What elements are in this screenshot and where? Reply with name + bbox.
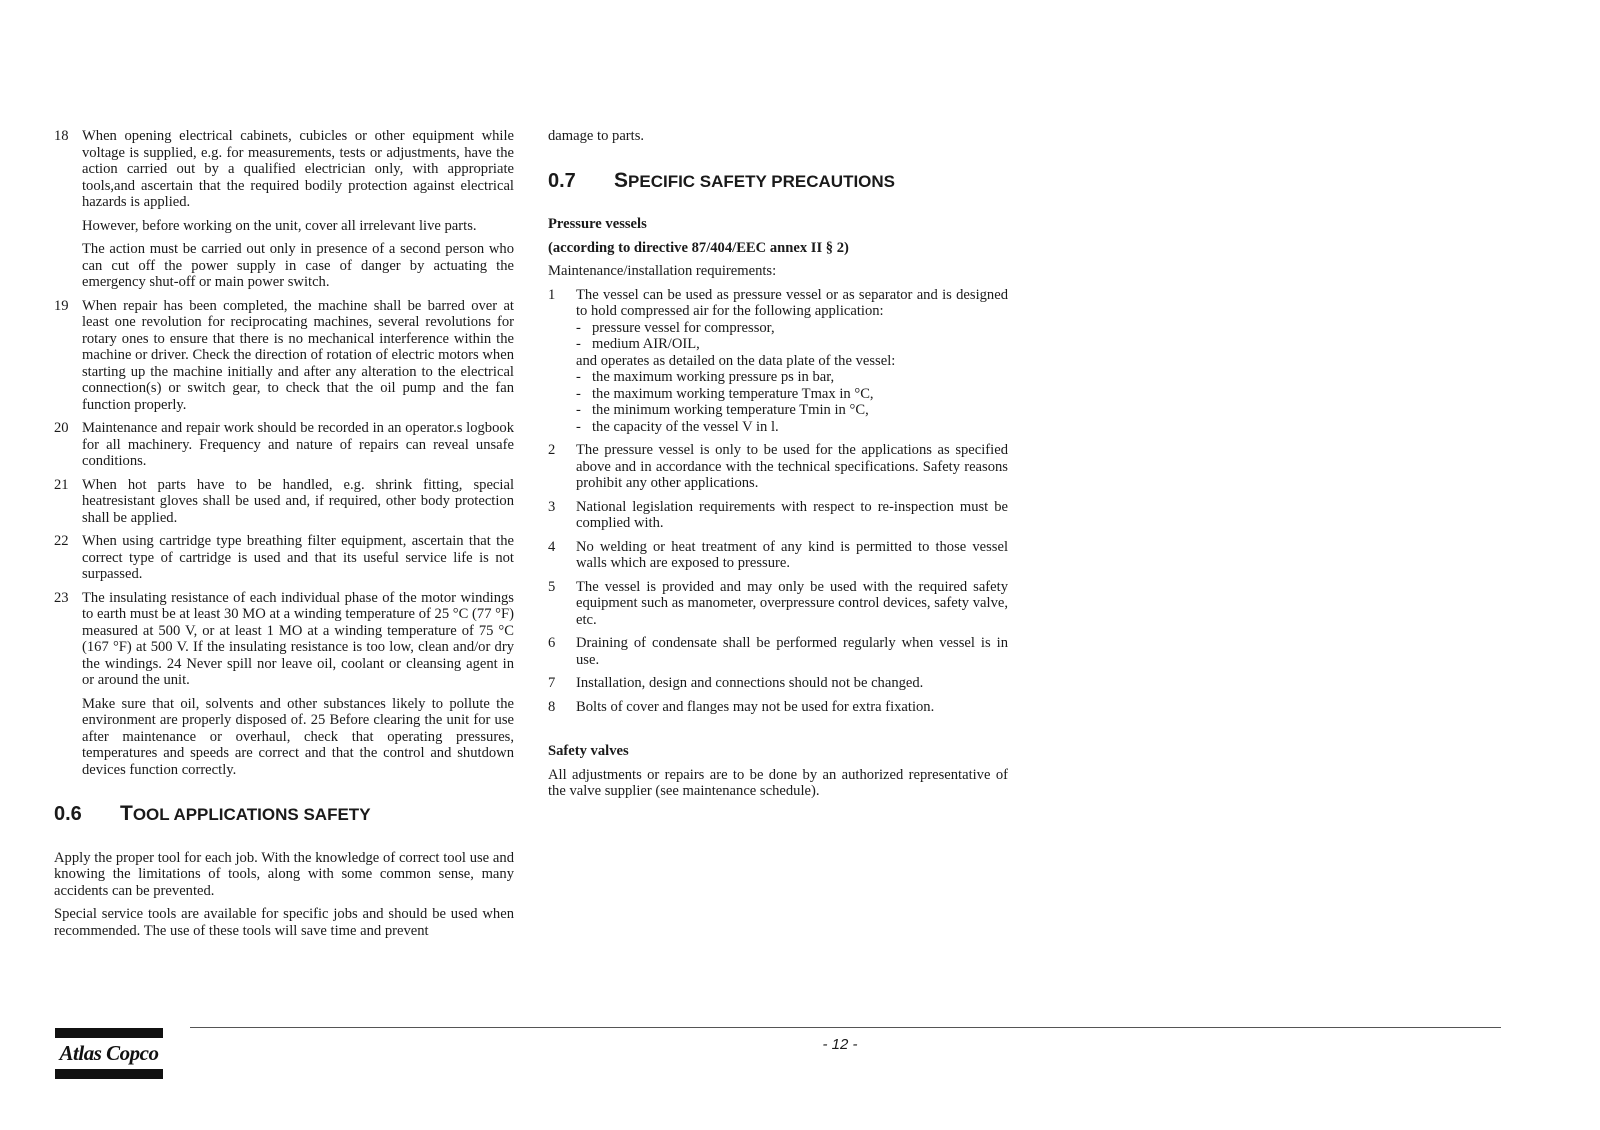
list-item-text: the capacity of the vessel V in l. [592,418,779,435]
item-text: and operates as detailed on the data plate of the vessel: [576,352,896,369]
paragraph: All adjustments or repairs are to be done by an authorized representative of the valve supplier (see maintenance schedule). [548,766,1008,799]
continuation-text: damage to parts. [548,128,645,144]
list-item-8 [548,699,1008,716]
item-text: When repair has been completed, the machine shall be barred over at least one revolution for reciprocating machines, several revolutions for rotary ones to ensure that there is no mechanical interference within the machine or driver. Check the direction of rotation of electric motors when starting up the machine initially and after any alteration to the electrical connection(s) or switch gear, to check that the oil pump and the fan function properly. [82,297,514,413]
item-text: Installation, design and connections should not be changed. [576,675,924,691]
item-number: 8 [548,698,556,715]
list-item-3 [548,499,1008,532]
list-item-text: pressure vessel for compressor, [592,319,775,336]
section-heading-0-7 [548,168,1008,192]
item-number: 23 [54,589,69,606]
item-text: When hot parts have to be handled, e.g. shrink fitting, special heatresistant gloves shall be used and, if required, other body protection shall be applied. [82,476,514,526]
section-heading-0-6 [54,802,514,825]
item-number: 6 [548,635,556,651]
item-number: 5 [548,578,556,595]
list-item-7 [548,675,1008,692]
footer-divider [190,1027,1501,1028]
item-text: When using cartridge type breathing filter equipment, ascertain that the correct type of cartridge is used and that its useful service life is not surpassed. [82,533,514,582]
item-number: 7 [548,675,556,691]
requirements-label: Maintenance/installation requirements: [548,263,777,279]
item-number: 19 [54,297,69,314]
list-item: - the minimum working temperature Tmin in °C, [576,402,869,418]
subheading-safety-valves: Safety valves [548,743,629,759]
logo-bar-bottom [55,1069,163,1079]
item-text: Bolts of cover and flanges may not be used for extra fixation. [576,698,935,715]
item-number: 4 [548,538,556,555]
list-item-20 [54,420,514,470]
paragraph: Special service tools are available for specific jobs and should be used when recommended. The use of these tools will save time and prevent [54,906,514,939]
list-item-text: medium AIR/OIL, [592,336,700,352]
page-number: - 12 - [822,1036,858,1053]
list-item: - the maximum working pressure ps in bar, [576,369,835,385]
item-text: Make sure that oil, solvents and other substances likely to pollute the environment are properly disposed of. 25 Before clearing the unit for use after maintenance or overhaul, check that operating pressures, temperatures and speeds are correct and that the control and shutdown devices function correctly. [82,695,514,778]
item-number: 2 [548,442,556,458]
section-number: 0.7 [548,169,576,192]
item-text: National legislation requirements with respect to re-inspection must be complied with. [576,498,1008,531]
list-item-4 [548,539,1008,572]
logo-text: Atlas Copco [59,1041,159,1065]
item-number: 18 [54,128,69,144]
subheading-pressure-vessels: Pressure vessels [548,216,647,232]
paragraph: Apply the proper tool for each job. With the knowledge of correct tool use and knowing the limitations of tools, along with some common sense, many accidents can be prevented. [54,849,514,899]
left-column [54,128,514,946]
item-text: The vessel can be used as pressure vessel or as separator and is designed to hold compressed air for the following application: [576,286,1008,319]
item-number: 21 [54,476,69,493]
list-item-19 [54,298,514,414]
item-text: Maintenance and repair work should be recorded in an operator.s logbook for all machinery. Frequency and nature of repairs can reveal unsafe conditions. [82,420,514,469]
application-list [576,320,1008,353]
list-item: - medium AIR/OIL, [576,336,700,352]
list-item-text: the maximum working temperature Tmax in °C, [592,385,874,402]
list-item: - pressure vessel for compressor, [576,319,775,336]
item-number: 3 [548,498,556,515]
list-item-5 [548,579,1008,629]
item-number: 22 [54,533,69,549]
list-item-18 [54,128,514,291]
list-item: - the maximum working temperature Tmax in °C, [576,385,874,402]
list-item-1 [548,287,1008,436]
list-item-23 [54,590,514,779]
logo-bar-top [55,1028,163,1038]
section-title: SPECIFIC SAFETY PRECAUTIONS [614,168,896,192]
list-item-6 [548,635,1008,668]
item-text: The action must be carried out only in presence of a second person who can cut off the power supply in case of danger by actuating the emergency shut-off or main power switch. [82,241,514,290]
item-text: However, before working on the unit, cover all irrelevant live parts. [82,217,477,234]
right-column [548,128,1008,807]
data-plate-list [576,369,1008,435]
list-item-2 [548,442,1008,492]
section-number: 0.6 [54,803,82,825]
directive-reference: (according to directive 87/404/EEC annex II § 2) [548,239,849,256]
item-text: No welding or heat treatment of any kind is permitted to those vessel walls which are exposed to pressure. [576,538,1008,571]
section-title: TOOL APPLICATIONS SAFETY [120,802,371,825]
list-item-21 [54,477,514,527]
list-item: - the capacity of the vessel V in l. [576,418,779,435]
list-item-text: the maximum working pressure ps in bar, [592,369,835,385]
atlas-copco-logo [55,1028,163,1080]
item-number: 1 [548,286,556,303]
item-number: 20 [54,420,69,436]
item-text: The pressure vessel is only to be used for the applications as specified above and in accordance with the technical specifications. Safety reasons prohibit any other applications. [576,442,1008,491]
list-item-22 [54,533,514,583]
item-text: Draining of condensate shall be performed regularly when vessel is in use. [576,635,1008,668]
item-text: The insulating resistance of each individual phase of the motor windings to earth must be at least 30 MO at a winding temperature of 25 °C (77 °F) measured at 500 V, or at least 1 MO at a winding temperature of 75 °C (167 °F) at 500 V. If the insulating resistance is too low, clean and/or dry the windings. 24 Never spill nor leave oil, coolant or cleansing agent in or around the unit. [82,589,514,688]
item-text: When opening electrical cabinets, cubicles or other equipment while voltage is supplied, e.g. for measurements, tests or adjustments, have the action carried out by a qualified electrician only, with appropriate tools,and ascertain that the required bodily protection against electrical hazards is applied. [82,128,514,210]
item-text: The vessel is provided and may only be used with the required safety equipment such as manometer, overpressure control devices, safety valve, etc. [576,578,1008,628]
list-item-text: the minimum working temperature Tmin in °C, [592,402,869,418]
